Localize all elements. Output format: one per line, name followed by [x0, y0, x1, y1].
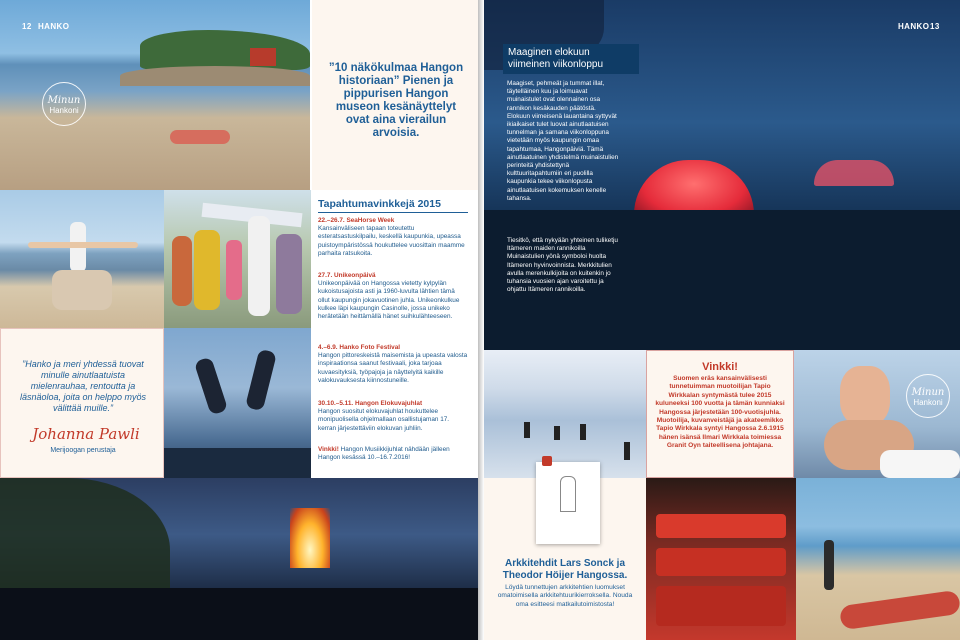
event-unikeonpaiva: [318, 272, 468, 321]
event-seahorse: [318, 217, 468, 258]
architects-title: Arkkitehdit Lars Sonck ja Theodor Höijer Hangossa.: [502, 558, 628, 581]
tip-text: Hangon Musiikkijuhlat nähdään jälleen Hangon kesässä 10.–16.7.2016!: [318, 446, 450, 462]
event-title: SeaHorse Week: [346, 217, 395, 224]
vinkki-text: Suomen eräs kansainvälisesti tunnetuimman muotoilijan Tapio Wirkkalan syntymästä tulee 2015 kuluneeksi 100 vuotta ja tämän kunniaksi Hangossa järjestetään 100-vuotisjuhla. Muotoilija, kuvanveistäjä ja akateemikko Tapio Wirkkala syntyi Hangossa 2.6.1915 hänen isänsä Ilmari Wirkkala toimiessa Granit Oyn taiteellisena johtajana.: [655, 375, 785, 450]
event-foto-festival: [318, 344, 468, 385]
event-title: Hangon Elokuvajuhlat: [354, 400, 423, 407]
heart-badge-icon: Minun Hankoni: [906, 374, 950, 418]
right-section-label: HANKO: [898, 22, 930, 31]
johanna-quote-text: ”Hanko ja meri yhdessä tuovat minulle ainutlaatuista mielenrauhaa, rentoutta ja läsnäoloa, joita on helppo myös välittää muille.”: [19, 359, 147, 413]
cinema-seats-photo: [646, 478, 796, 640]
johanna-signature: Johanna Pawli: [32, 425, 140, 443]
page-gutter: [478, 0, 484, 640]
event-text: Hangon suositut elokuvajuhlat houkuttelee monipuolisella ohjelmallaan osallistujaman 17. kerran järjestettäviin elokuvan juhliin.: [318, 408, 450, 432]
event-tip: [318, 446, 468, 462]
feature-title-box: [503, 44, 639, 74]
johanna-attribution: Merijoogan perustaja: [50, 447, 116, 454]
tip-label: Vinkki!: [318, 446, 339, 453]
event-title: Hanko Foto Festival: [339, 344, 401, 351]
left-section-label: HANKO: [38, 22, 70, 31]
event-date: 27.7.: [318, 272, 333, 279]
left-page-number: 12: [22, 22, 32, 31]
event-date: 4.–6.9.: [318, 344, 338, 351]
event-title: Unikeonpäivä: [334, 272, 376, 279]
book-cover-icon: [536, 462, 600, 544]
architects-panel: [484, 478, 646, 640]
ice-skating-photo: [484, 350, 646, 478]
jumping-photo: [164, 328, 311, 478]
event-text: Hangon pittoreskeistä maisemista ja upeasta valosta inspiraationsa saanut festivaali, joka tarjoaa kuvaesityksiä, työpajoja ja näyttelyitä kaikille valokuvauksesta kiinnostuneille.: [318, 352, 468, 384]
feature-title: Maaginen elokuun viimeinen viikonloppu: [508, 47, 604, 70]
yoga-photo: [0, 190, 164, 328]
vinkki-title: Vinkki!: [702, 361, 738, 373]
event-date: 30.10.–5.11.: [318, 400, 354, 407]
feature-text-1: Maagiset, pehmeät ja tummat illat, täytelläinen kuu ja loimuavat muinaistulet ovat olennainen osa rannikon kesäkauden päätöstä. Elokuun viimeisenä lauantaina syttyvät ikiaikaiset tulet luovat ainutlaatuisen tunnelman ja samana viikonloppuna vietetään myös kaupungin omaa tapahtumaa, Hangonpäiviä. Tämä ainutlaatuinen yhdistelmä muinaistulien perinteitä yhdistettynä kulttuuritapahtumiin eri puolilla kaupunkia tekee viikonlopusta ainutlaatuisen kokemuksen kenelle tahansa.: [507, 80, 619, 202]
museum-quote-box: [312, 0, 478, 190]
right-page-number: 13: [930, 22, 940, 31]
events-heading: Tapahtumavinkkejä 2015: [318, 198, 468, 213]
museum-quote-text: ”10 näkökulmaa Hangon historiaan” Pienen ja pippurisen Hangon museon kesänäyttelyt ovat aina vierailun arvoisia.: [328, 62, 464, 139]
event-date: 22.–26.7.: [318, 217, 345, 224]
event-text: Kansainväliseen tapaan toteutettu esteratsastuskilpailu, keskellä kaupunkia, upeassa puistoympäristössä houkuttelee vuosittain maamme parhaita ratsukoita.: [318, 225, 465, 257]
johanna-quote-box: [0, 328, 164, 478]
event-elokuvajuhlat: [318, 400, 468, 433]
windsurf-beach-photo: [796, 478, 960, 640]
architects-text: Löydä tunnettujen arkkitehtien luomukset omatoimisella arkkitehtuurikierroksella. Nouda oma esitteesi matkailutoimistosta!: [497, 584, 633, 608]
feature-text-2: Tiesitkö, että nykyään yhteinen tuliketju Itämeren maiden rannikoilla Muinaistulien yönä symboloi huolta Itämeren hyvinvoinnista. Merkkitulien avulla merenkulkijoita on kuitenkin jo tuhansia vuosien ajan varoitettu ja ohjattu Itämeren rannikoilla.: [507, 237, 618, 294]
bonfire-photo: [0, 478, 478, 640]
vinkki-box: [646, 350, 794, 478]
crowd-photo: [164, 190, 311, 328]
heart-badge-icon: Minun Hankoni: [42, 82, 86, 126]
event-text: Unikeonpäivää on Hangossa vietetty kylpylän kukoistusajoista asti ja 1960-luvulta lähtien tämä ollut kaupungin jokavuotinen juhla. Unikeonkulkue kulkee läpi kaupungin Casinolle, jossa unikeko herätetään heittämällä hänet suihkulähteeseen.: [318, 280, 460, 321]
